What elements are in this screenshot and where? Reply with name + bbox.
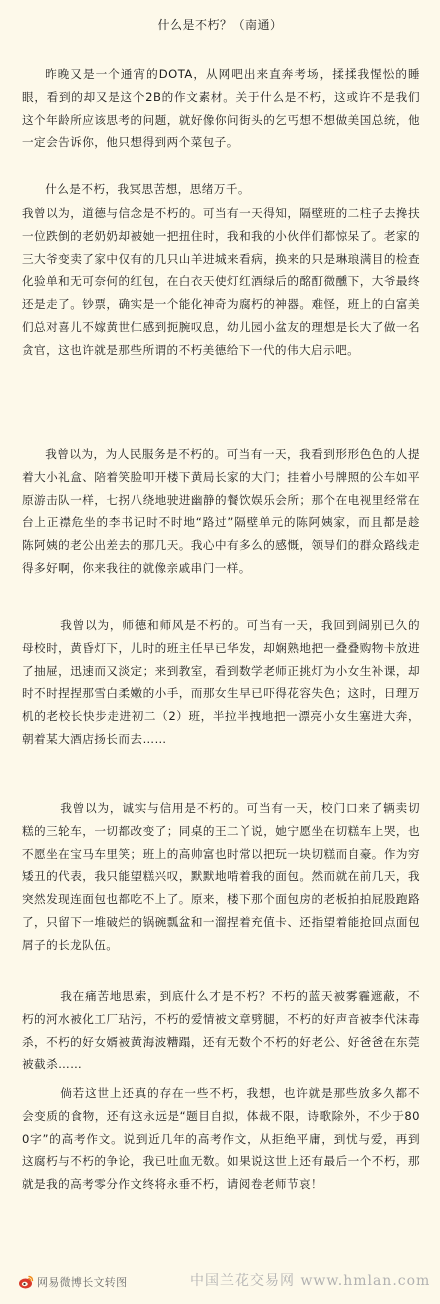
paragraph-4: 我曾以为，为人民服务是不朽的。可当有一天，我看到形形色色的人提着大小礼盒、陪着笑脸叩开楼下黄局长家的大门；挂着小号牌照的公车如平原游击队一样，七拐八绕地驶进幽静的餐饮娱乐会所；那个在电视里经常在台上正襟危坐的李书记时不时地“路过”隔壁单元的陈阿姨家，而且都是趁陈阿姨的老公出差去的那几天。我心中有多么的感慨，领导们的群众路线走得多好啊，你来我往的就像亲戚串门一样。 — [22, 447, 420, 575]
paragraph-7: 我在痛苦地思索，到底什么才是不朽？不朽的蓝天被雾霾遮蔽，不朽的河水被化工厂玷污，不朽的爱情被文章劈腿，不朽的好声音被李代沫毒杀，不朽的好女婿被黄海波糟蹋，还有无数个不朽的好老公、好爸爸在东莞被截杀…… — [22, 989, 420, 1072]
paragraph-3: 我曾以为，道德与信念是不朽的。可当有一天得知，隔壁班的二柱子去搀扶一位跌倒的老奶奶却被她一把扭住时，我和我的小伙伴们都惊呆了。老家的三大爷变卖了家中仅有的几只山羊进城来看病，换来的只是琳琅满目的检查化验单和无可奈何的红包，在白衣天使灯红酒绿后的酩酊微醺下，大爷最终还是走了。钞票，确实是一个能化神奇为腐朽的神器。难怪，班上的白富美们总对喜儿不嫁黄世仁感到扼腕叹息，幼儿园小盆友的理想是长大了做一名贪官，这也许就是那些所谓的不朽美德给下一代的伟大启示吧。 — [22, 206, 420, 357]
netease-weibo-logo-icon — [18, 1274, 34, 1290]
watermark: 中国兰花交易网 www.hmlan.com — [190, 1273, 431, 1289]
page-title: 什么是不朽？（南通） — [157, 18, 283, 32]
paragraph-6: 我曾以为，诚实与信用是不朽的。可当有一天，校门口来了辆卖切糕的三轮车，一切都改变了；同桌的王二丫说，她宁愿坐在切糕车上哭，也不愿坐在宝马车里笑；班上的高帅富也时常以把玩一块切糕而自豪。作为穷矮丑的代表，我只能望糕兴叹，默默地啃着我的面包。然而就在前几天，我突然发现连面包也都吃不上了。原来，楼下那个面包房的老板拍拍屁股跑路了，只留下一堆破烂的锅碗瓢盆和一溜捏着充值卡、还指望着能抢回点面包屑子的长龙队伍。 — [22, 801, 420, 952]
source-badge[interactable] — [18, 1274, 127, 1290]
paragraph-1: 昨晚又是一个通宵的DOTA，从网吧出来直奔考场，揉揉我惺忪的睡眼，看到的却又是这个2B的作文素材。关于什么是不朽，这或许不是我们这个年龄所应该思考的问题，就好像你问街头的乞丐想不想做美国总统，他一定会告诉你，他只想得到两个菜包子。 — [22, 67, 420, 150]
source-label: 网易微博长文转图 — [37, 1276, 128, 1289]
paragraph-5: 我曾以为，师德和师风是不朽的。可当有一天，我回到阔别已久的母校时，黄昏灯下，儿时的班主任早已华发，却娴熟地把一叠叠购物卡放进了抽屉，迅速而又淡定；来到教室，看到数学老师正挑灯为小女生补课，却时不时捏捏那雪白柔嫩的小手，而那女生早已吓得花容失色；这时，日理万机的老校长快步走进初二（2）班，半拉半拽地把一漂亮小女生塞进大奔，朝着某大酒店扬长而去…… — [22, 618, 420, 746]
footer — [0, 1264, 440, 1304]
paragraph-8: 倘若这世上还真的存在一些不朽，我想，也许就是那些放多久都不会变质的食物，还有这永远是“题目自拟，体裁不限，诗歌除外，不少于800字”的高考作文。说到近几年的高考作文，从拒绝平庸，到忧与爱，再到这腐朽与不朽的争论，我已吐血无数。如果说这世上还有最后一个不朽，那就是我的高考零分作文终将永垂不朽，请阅卷老师节哀！ — [22, 1086, 420, 1192]
paragraph-2: 什么是不朽，我冥思苦想，思绪万千。 — [45, 182, 250, 196]
